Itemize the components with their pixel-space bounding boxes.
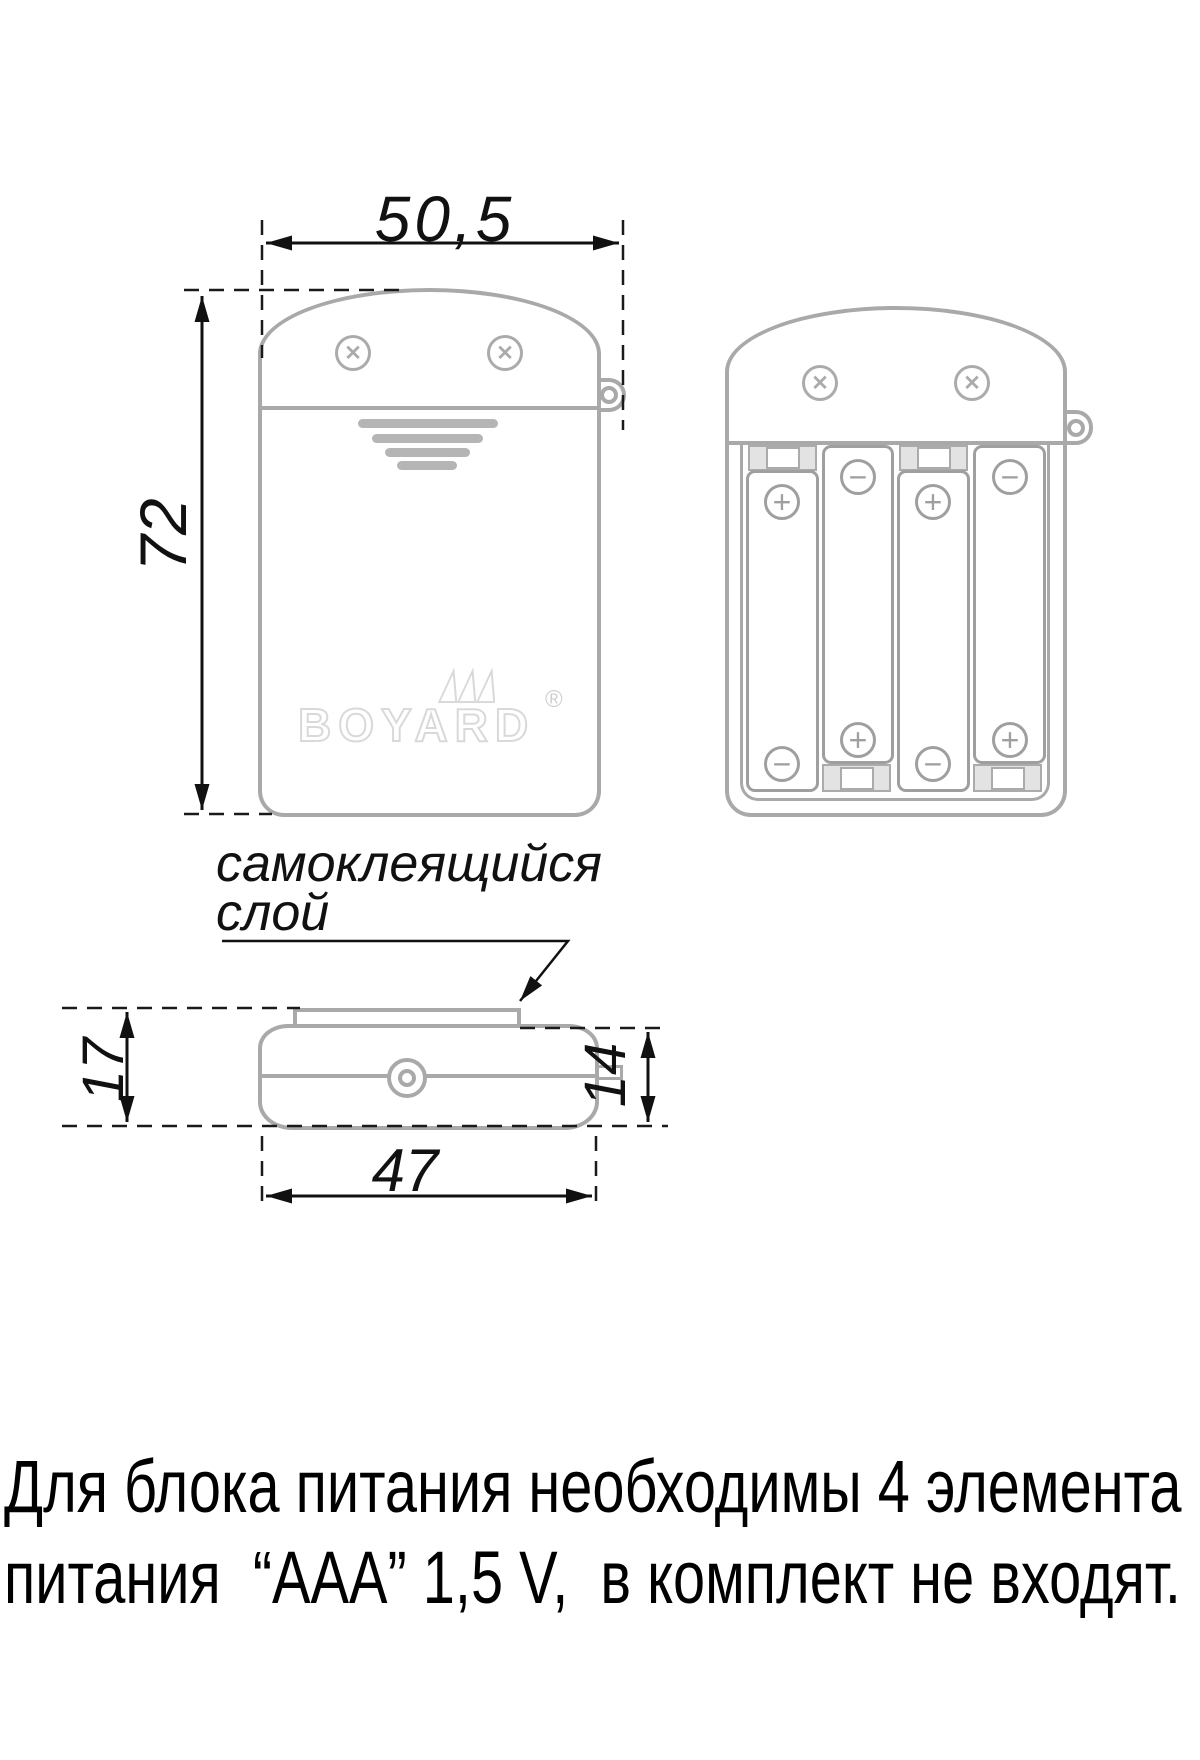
adhesive-label-line1: самоклеящийся (216, 835, 602, 893)
registered-trademark-icon: ® (545, 686, 563, 713)
screw-glyph: ✕ (963, 371, 981, 395)
dim-value-height-front: 72 (126, 498, 200, 572)
polarity-glyph: + (1000, 721, 1020, 758)
dim-value-total-height-side: 17 (71, 1037, 136, 1103)
dim-value-width-front: 50,5 (374, 183, 516, 255)
screw-glyph: ✕ (344, 341, 362, 365)
polarity-glyph: − (848, 458, 868, 495)
polarity-glyph: + (848, 721, 868, 758)
battery-note (4, 1441, 1181, 1623)
polarity-glyph: + (923, 483, 943, 520)
dim-value-body-height-side: 14 (573, 1042, 638, 1108)
battery-note-line2: питания “ААА” 1,5 V, в комплект не входят. (4, 1536, 1181, 1619)
screw-glyph: ✕ (496, 341, 514, 365)
screw-glyph: ✕ (811, 371, 829, 395)
adhesive-layer-label (216, 835, 602, 942)
battery-note-line1: Для блока питания необходимы 4 элемента (4, 1445, 1182, 1528)
polarity-glyph: − (1000, 458, 1020, 495)
polarity-glyph: − (772, 745, 792, 782)
brand-logo: BOYARD (298, 699, 536, 751)
polarity-glyph: + (772, 483, 792, 520)
adhesive-leader-line (222, 941, 568, 1001)
adhesive-label-line2: слой (216, 884, 330, 942)
polarity-glyph: − (923, 745, 943, 782)
dim-value-width-side: 47 (371, 1137, 439, 1204)
